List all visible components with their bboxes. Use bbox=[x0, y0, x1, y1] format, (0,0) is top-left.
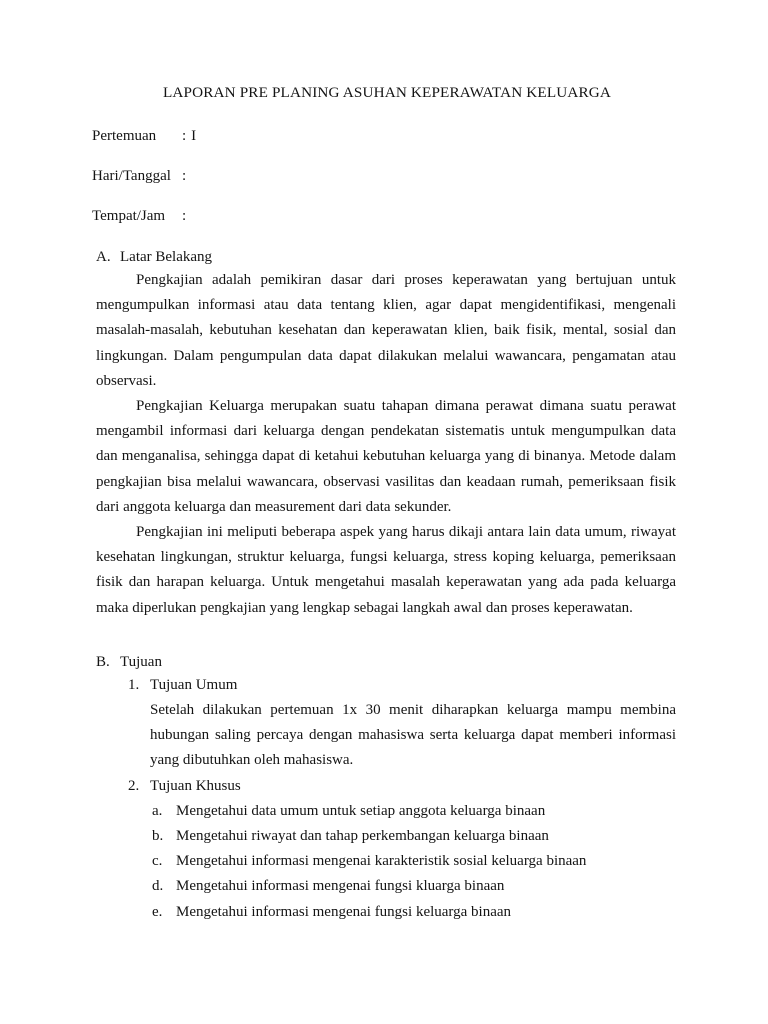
meta-separator-pertemuan: : bbox=[182, 128, 187, 144]
list-item-text: Mengetahui riwayat dan tahap perkembangan keluarga binaan bbox=[176, 828, 549, 845]
document-content bbox=[92, 82, 676, 925]
page-title: LAPORAN PRE PLANING ASUHAN KEPERAWATAN KELUARGA bbox=[162, 84, 612, 101]
meta-label-hari-tanggal: Hari/Tanggal bbox=[92, 168, 171, 184]
list-marker-e: e. bbox=[152, 903, 163, 920]
section-heading-latar-belakang bbox=[96, 246, 676, 268]
paragraph: Pengkajian adalah pemikiran dasar dari proses keperawatan yang bertujuan untuk mengumpulkan informasi atau data tentang klien, agar dapat mengidentifikasi, mengenali masalah-masalah, kebutuhan kesehatan dan keperawatan klien, baik fisik, mental, sosial dan lingkungan. Dalam pengumpulan data dapat dilakukan melalui wawancara, pengamatan atau observasi. bbox=[96, 272, 676, 389]
list-item bbox=[152, 824, 662, 849]
lettered-list-tujuan-khusus bbox=[152, 799, 662, 925]
list-title-tujuan-khusus: Tujuan Khusus bbox=[150, 777, 241, 794]
section-gap bbox=[92, 621, 676, 651]
list-item-heading bbox=[128, 673, 676, 698]
list-title-tujuan-umum: Tujuan Umum bbox=[150, 676, 238, 693]
list-marker-b: b. bbox=[152, 828, 164, 845]
list-item-tujuan-khusus bbox=[128, 774, 676, 799]
meta-block bbox=[92, 126, 676, 246]
list-marker-1: 1. bbox=[128, 676, 140, 693]
meta-row-hari-tanggal bbox=[92, 166, 676, 206]
paragraph: Pengkajian ini meliputi beberapa aspek yang harus dikaji antara lain data umum, riwayat kesehatan lingkungan, struktur keluarga, fungsi keluarga, stress koping keluarga, pemeriksaan fisik dan harapan keluarga. Untuk mengetahui masalah keperawatan yang ada pada keluarga maka diperlukan pengkajian yang lengkap sebagai langkah awal dan proses keperawatan. bbox=[96, 524, 676, 616]
list-item-tujuan-umum bbox=[128, 673, 676, 774]
section-heading-tujuan bbox=[96, 651, 676, 673]
list-marker-a: a. bbox=[152, 802, 163, 819]
section-marker-a: A. bbox=[96, 249, 111, 265]
numbered-list-tujuan bbox=[128, 673, 676, 799]
section-title-tujuan: Tujuan bbox=[120, 653, 162, 670]
list-item-body-tujuan-umum bbox=[150, 698, 676, 774]
list-item-heading bbox=[128, 774, 676, 799]
section-marker-b: B. bbox=[96, 653, 110, 670]
meta-separator-tempat-jam: : bbox=[182, 208, 187, 224]
list-marker-d: d. bbox=[152, 878, 164, 895]
list-item bbox=[152, 849, 662, 874]
section-latar-belakang bbox=[92, 246, 676, 621]
list-item bbox=[152, 874, 662, 899]
list-item bbox=[152, 900, 662, 925]
meta-value-pertemuan: I bbox=[191, 128, 197, 144]
list-marker-2: 2. bbox=[128, 777, 140, 794]
list-marker-c: c. bbox=[152, 853, 163, 870]
paragraph: Pengkajian Keluarga merupakan suatu tahapan dimana perawat dimana suatu perawat mengambil informasi dari keluarga dengan pendekatan sistematis untuk mengumpulkan data dan menganalisa, sehingga dapat di ketahui kebutuhan keluarga yang di binanya. Metode dalam pengkajian bisa melalui wawancara, observasi vasilitas dan keadaan rumah, pemeriksaan fisik dari anggota keluarga dan measurement dari data sekunder. bbox=[96, 398, 676, 515]
meta-row-tempat-jam bbox=[92, 206, 676, 246]
list-item-text: Mengetahui informasi mengenai karakteristik sosial keluarga binaan bbox=[176, 853, 587, 870]
list-item bbox=[152, 799, 662, 824]
paragraph-block-latar-belakang bbox=[96, 268, 676, 621]
meta-row-pertemuan bbox=[92, 126, 676, 166]
meta-label-tempat-jam: Tempat/Jam bbox=[92, 208, 166, 224]
list-item-text: Mengetahui informasi mengenai fungsi keluarga binaan bbox=[176, 903, 512, 920]
meta-separator-hari-tanggal: : bbox=[182, 168, 187, 184]
paragraph: Setelah dilakukan pertemuan 1x 30 menit diharapkan keluarga mampu membina hubungan saling percaya dengan mahasiswa serta keluarga dapat memberi informasi yang dibutuhkan oleh mahasiswa. bbox=[150, 702, 676, 769]
section-title-latar-belakang: Latar Belakang bbox=[120, 249, 213, 265]
meta-label-pertemuan: Pertemuan bbox=[92, 128, 157, 144]
list-item-text: Mengetahui informasi mengenai fungsi kluarga binaan bbox=[176, 878, 505, 895]
list-item-text: Mengetahui data umum untuk setiap anggota keluarga binaan bbox=[176, 802, 546, 819]
section-tujuan bbox=[92, 651, 676, 925]
